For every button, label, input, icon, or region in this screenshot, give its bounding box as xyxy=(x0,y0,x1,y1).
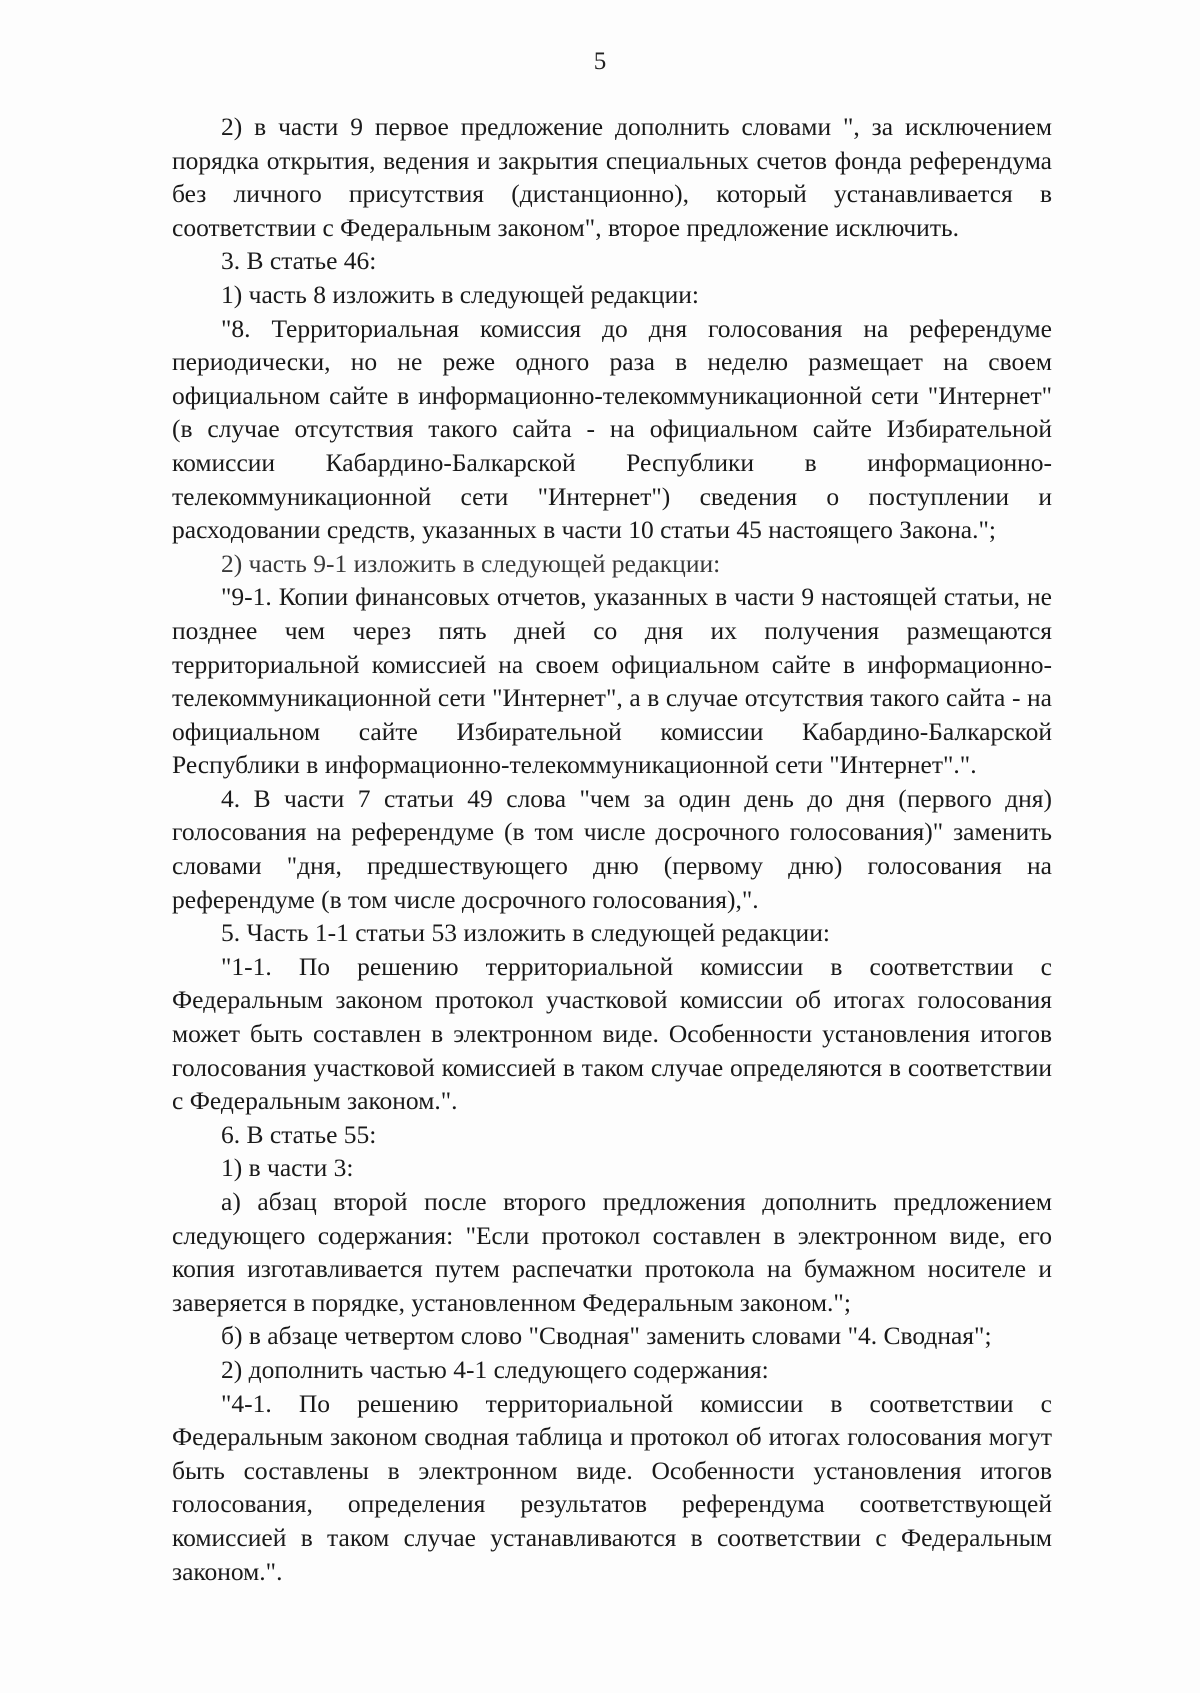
paragraph: "1-1. По решению территориальной комиссии в соответствии с Федеральным законом протокол участковой комиссии об итогах голосования может быть составлен в электронном виде. Особенности установления итогов голосования участковой комиссией в таком случае определяются в соответствии с Федеральным законом.". xyxy=(172,951,1052,1116)
paragraph: 1) в части 3: xyxy=(221,1153,354,1183)
document-body xyxy=(172,110,1052,1588)
paragraph: 2) в части 9 первое предложение дополнить словами ", за исключением порядка открытия, ведения и закрытия специальных счетов фонда референдума без личного присутствия (дистанционно), который устанавливается в соответствии с Федеральным законом", второе предложение исключить. xyxy=(172,112,1052,242)
paragraph: 2) часть 9-1 изложить в следующей редакции: xyxy=(221,548,721,578)
page-number: 5 xyxy=(593,48,607,75)
paragraph: 3. В статье 46: xyxy=(221,246,377,276)
paragraph: 1) часть 8 изложить в следующей редакции: xyxy=(221,279,699,309)
paragraph: 4. В части 7 статьи 49 слова "чем за один день до дня (первого дня) голосования на референдуме (в том числе досрочного голосования)" заменить словами "дня, предшествующего дню (первому дню) голосования на референдуме (в том числе досрочного голосования),". xyxy=(172,783,1052,914)
paragraph: "8. Территориальная комиссия до дня голосования на референдуме периодически, но не реже одного раза в неделю размещает на своем официальном сайте в информационно-телекоммуникационной сети "Интернет" (в случае отсутствия такого сайта - на официальном сайте Избирательной комиссии Кабардино-Балкарской Республики в информационно-телекоммуникационной сети "Интернет") сведения о поступлении и расходовании средств, указанных в части 10 статьи 45 настоящего Закона."; xyxy=(172,313,1052,545)
paragraph: "9-1. Копии финансовых отчетов, указанных в части 9 настоящей статьи, не позднее чем через пять дней со дня их получения размещаются территориальной комиссией на своем официальном сайте в информационно-телекоммуникационной сети "Интернет", а в случае отсутствия такого сайта - на официальном сайте Избирательной комиссии Кабардино-Балкарской Республики в информационно-телекоммуникационной сети "Интернет".". xyxy=(172,582,1052,780)
paragraph: 5. Часть 1-1 статьи 53 изложить в следующей редакции: xyxy=(221,918,830,948)
paragraph: 2) дополнить частью 4-1 следующего содержания: xyxy=(221,1354,769,1384)
paragraph: а) абзац второй после второго предложения дополнить предложением следующего содержания: "Если протокол составлен в электронном виде, его копия изготавливается путем распечатки протокола на бумажном носителе и заверяется в порядке, установленном Федеральным законом."; xyxy=(172,1187,1052,1317)
paragraph: "4-1. По решению территориальной комиссии в соответствии с Федеральным законом сводная таблица и протокол об итогах голосования могут быть составлены в электронном виде. Особенности установления итогов голосования, определения результатов референдума соответствующей комиссией в таком случае устанавливаются в соответствии с Федеральным законом.". xyxy=(172,1388,1052,1586)
paragraph: б) в абзаце четвертом слово "Сводная" заменить словами "4. Сводная"; xyxy=(221,1321,992,1351)
paragraph: 6. В статье 55: xyxy=(221,1119,377,1149)
